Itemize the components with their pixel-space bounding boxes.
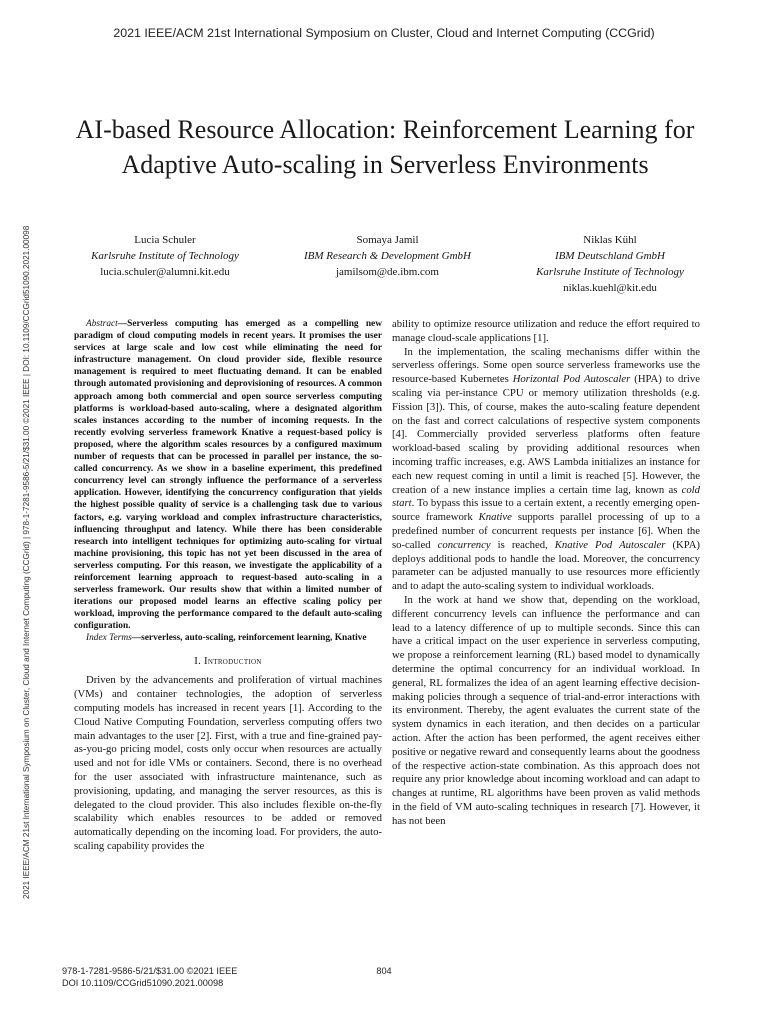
intro-paragraph-3: In the work at hand we show that, depending on the workload, different concurrency levels can influence the performance and can lead to a latency difference of up to multiple seconds. Since this can have a critical impact on the user experience in serverless computing, we propose a reinforcement learning (RL) based model to dynamically determine the optimal concurrency for an individual workload. In general, RL formalizes the idea of an agent learning effective decision-making policies through a sequence of trial-and-error interactions with its environment. Thereby, the agent evaluates the current state of the system dynamics in each iteration, and then decides on a particular action. After the action has been performed, the agent receives either positive or negative reward and consequently learns about the goodness of the respective action-state combination. As this approach does not require any prior knowledge about incoming workload and can adapt to changes at runtime, RL algorithms have been proven as valid methods in the field of VM auto-scaling techniques in research [7]. However, it has not been bbox=[392, 593, 700, 827]
author-name: Niklas Kühl bbox=[583, 234, 637, 246]
footer-copyright bbox=[62, 966, 237, 989]
index-terms-lead: Index Terms bbox=[86, 633, 132, 644]
author-affiliation-2: Karlsruhe Institute of Technology bbox=[536, 266, 684, 278]
text-run: . To bypass this issue to a certain extent, a recently emerging open-source framework bbox=[392, 497, 700, 524]
author-affiliation: IBM Deutschland GmbH bbox=[555, 250, 665, 262]
intro-paragraph-1: Driven by the advancements and proliferation of virtual machines (VMs) and container technologies, the adoption of serverless computing models has increased in recent years [1]. According to the Cloud Native Computing Foundation, serverless computing offers two main advantages to the user [2]. First, with a true and fine-grained pay-as-you-go pricing model, costs only occur when resources are actually used and not for idle VMs or containers. Second, there is no overhead for the user associated with infrastructure maintenance, such as provisioning, updating, and managing the server resources, as this is delegated to the cloud provider. This also includes flexible on-the-fly scalability which enables resources to be added or removed automatically depending on the incoming load. For providers, the auto-scaling capability provides the bbox=[74, 674, 382, 852]
emphasis-hpa: Horizontal Pod Autoscaler bbox=[512, 373, 631, 386]
author-email: lucia.schuler@alumni.kit.edu bbox=[100, 266, 230, 278]
author-2 bbox=[283, 232, 493, 296]
author-affiliation: Karlsruhe Institute of Technology bbox=[91, 250, 239, 262]
index-terms bbox=[74, 632, 382, 644]
intro-paragraph-2 bbox=[392, 346, 700, 594]
conference-header: 2021 IEEE/ACM 21st International Symposium on Cluster, Cloud and Internet Computing (CCGrid) bbox=[113, 26, 655, 40]
author-3 bbox=[505, 232, 715, 296]
emphasis-kpa: Knative Pod Autoscaler bbox=[554, 538, 666, 551]
abstract bbox=[74, 318, 382, 632]
author-name: Lucia Schuler bbox=[134, 234, 196, 246]
author-email: jamilsom@de.ibm.com bbox=[335, 266, 439, 278]
text-run: is reached, bbox=[490, 538, 555, 551]
left-column bbox=[74, 318, 382, 854]
emphasis-knative: Knative bbox=[478, 511, 512, 524]
text-run: In the implementation, the scaling mechanisms differ within the serverless offerings. Some open source serverless frameworks use the resource-based Kubernetes bbox=[392, 345, 700, 386]
abstract-lead: Abstract bbox=[86, 319, 118, 329]
emphasis-cold-start: cold start bbox=[392, 483, 700, 510]
emphasis-concurrency: concurrency bbox=[437, 538, 491, 551]
author-name: Somaya Jamil bbox=[356, 234, 419, 246]
author-1 bbox=[60, 232, 270, 296]
intro-continuation: ability to optimize resource utilization and reduce the effort required to manage cloud-scale applications [1]. bbox=[392, 318, 700, 344]
author-block bbox=[60, 232, 715, 296]
footer-isbn: 978-1-7281-9586-5/21/$31.00 ©2021 IEEE bbox=[62, 966, 238, 976]
right-column bbox=[392, 318, 700, 828]
side-metadata-strip bbox=[12, 118, 31, 908]
page-number: 804 bbox=[376, 966, 392, 976]
text-run: supports parallel processing of up to a predefined number of concurrent requests per instance [6]. When the so-called bbox=[392, 511, 700, 551]
footer-doi: DOI 10.1109/CCGrid51090.2021.00098 bbox=[62, 977, 224, 988]
text-run: (KPA) deploys additional pods to handle the load. Moreover, the concurrency parameter can be adjusted manually to use resources more efficiently and to adapt the auto-scaling system to individual workloads. bbox=[392, 538, 700, 593]
paper-title: AI-based Resource Allocation: Reinforcement Learning for Adaptive Auto-scaling in Serverless Environments bbox=[75, 115, 695, 179]
section-heading: I. Introduction bbox=[194, 654, 262, 667]
side-metadata-text: 2021 IEEE/ACM 21st International Symposium on Cluster, Cloud and Internet Computing (CCGrid) | 978-1-7281-9586-5/21/$31.00 ©2021 IEEE | DOI: 10.1109/CCGrid51090.2021.00098 bbox=[22, 225, 31, 899]
index-terms-text: —serverless, auto-scaling, reinforcement learning, Knative bbox=[131, 633, 367, 644]
author-affiliation: IBM Research & Development GmbH bbox=[304, 250, 471, 262]
text-run: (HPA) to drive scaling via per-instance CPU or memory utilization thresholds (e.g. Fission [3]). This, of course, makes the auto-scaling feature dependent on the fast and correct calculations of respective system components [4]. Commercially provided serverless platforms often feature workload-based scaling by providing additional resources when incoming traffic increases, e.g. AWS Lambda initializes an instance for each new request coming in until a limit is reached [5]. However, the creation of a new instance implies a certain time lag, known as bbox=[392, 373, 700, 496]
abstract-text: —Serverless computing has emerged as a compelling new paradigm of cloud computing models in recent years. It promises the user services at large scale and low cost while eliminating the need for infrastructure management. On cloud provider side, flexible resource management is required to meet fluctuating demand. It can be enabled through automated provisioning and deprovisioning of resources. A common approach among both commercial and open source serverless computing platforms is workload-based auto-scaling, where a designated algorithm scales instances according to the number of incoming requests. In the recently evolving serverless framework Knative a request-based policy is proposed, where the algorithm scales resources by a configured maximum number of requests that can be processed in parallel per instance, the so-called concurrency. As we show in a baseline experiment, this predefined concurrency level can strongly influence the performance of a serverless application. However, identifying the concurrency configuration that yields the highest possible quality of service is a challenging task due to various factors, e.g. varying workload and complex infrastructure characteristics, influencing throughput and latency. While there has been considerable research into intelligent techniques for optimizing auto-scaling for virtual machine provisioning, this topic has not yet been discussed in the area of serverless computing. For this reason, we investigate the applicability of a reinforcement learning approach to request-based auto-scaling in a serverless framework. Our results show that within a limited number of iterations our proposed model learns an effective scaling policy per workload, improving the performance compared to the default auto-scaling configuration. bbox=[74, 319, 382, 632]
author-email: niklas.kuehl@kit.edu bbox=[563, 282, 657, 294]
